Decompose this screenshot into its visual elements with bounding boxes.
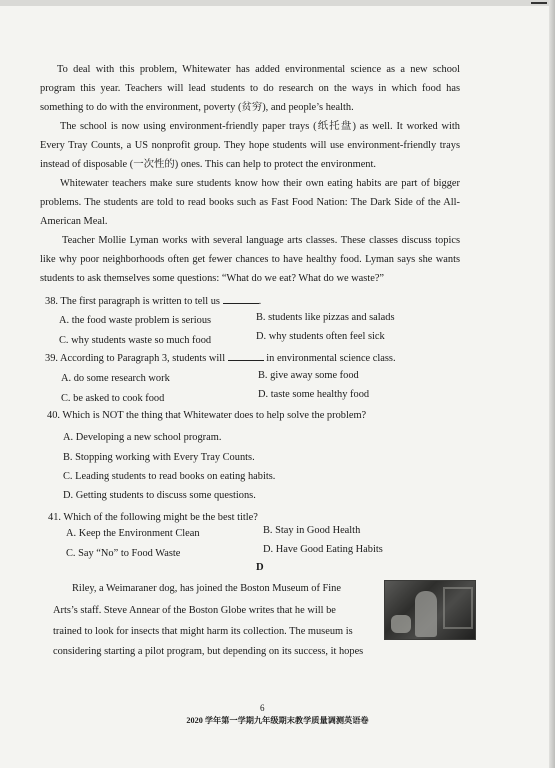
question-38-option-d: D. why students often feel sick xyxy=(256,331,385,342)
question-39-option-b: B. give away some food xyxy=(258,370,359,381)
question-39-stem-end: in environmental science class. xyxy=(266,353,396,364)
question-39-option-c: C. be asked to cook food xyxy=(61,393,165,404)
question-39-option-d: D. taste some healthy food xyxy=(258,389,370,400)
question-39-option-a: A. do some research work xyxy=(61,373,170,384)
section-d-line-1: Riley, a Weimaraner dog, has joined the Boston Museum of Fine xyxy=(72,583,341,594)
question-38-option-b: B. students like pizzas and salads xyxy=(256,312,395,323)
question-40-option-a: A. Developing a new school program. xyxy=(63,432,222,443)
question-41 xyxy=(48,508,258,527)
section-d-line-3: trained to look for insects that might harm its collection. The museum is xyxy=(53,626,353,637)
answer-blank xyxy=(228,351,264,361)
dog-figure xyxy=(391,615,411,633)
section-d-line-2: Arts’s staff. Steve Annear of the Boston Globe writes that he will be xyxy=(53,605,336,616)
question-40-option-d: D. Getting students to discuss some questions. xyxy=(63,490,256,501)
person-figure xyxy=(415,591,437,637)
painting-frame xyxy=(443,587,473,629)
passage-paragraph-1: To deal with this problem, Whitewater has added environmental science as a new school program this year. Teachers will lead students to do research on the ways in which food has something to do with the environment, poverty (贫穷), and people’s health. xyxy=(40,64,460,114)
page-number: 6 xyxy=(260,703,265,713)
question-38-stem-end: . xyxy=(258,296,262,307)
question-41-option-a: A. Keep the Environment Clean xyxy=(66,528,200,539)
question-41-option-d: D. Have Good Eating Habits xyxy=(263,544,383,555)
question-40-option-c: C. Leading students to read books on eating habits. xyxy=(63,471,276,482)
passage-paragraph-2: The school is now using environment-friendly paper trays (纸托盘) as well. It worked with Every Tray Counts, a US nonprofit group. They hope students will use environment-friendly trays instead of disposable (一次性的) ones. This can help to protect the environment. xyxy=(40,121,460,171)
dog-museum-photo xyxy=(384,580,476,640)
answer-blank xyxy=(223,294,259,304)
section-d-heading: D xyxy=(256,562,264,573)
passage-paragraph-4: Teacher Mollie Lyman works with several language arts classes. These classes discuss topics like why poor neighborhoods often get fewer chances to have healthy food. Lyman says she wants students to ask themselves some questions: “What do we eat? What do we waste?” xyxy=(40,235,460,285)
corner-mark xyxy=(531,2,547,4)
question-38-option-a: A. the food waste problem is serious xyxy=(59,315,212,326)
question-40-option-b: B. Stopping working with Every Tray Counts. xyxy=(63,452,255,463)
section-d-line-4: considering starting a pilot program, but depending on its success, it hopes xyxy=(53,646,364,657)
passage-paragraph-3: Whitewater teachers make sure students know how their own eating habits are part of bigger problems. The students are told to read books such as Fast Food Nation: The Dark Side of the All-American Meal. xyxy=(40,178,460,228)
question-40-stem: 40. Which is NOT the thing that Whitewater does to help solve the problem? xyxy=(47,410,367,421)
question-38 xyxy=(45,292,261,311)
exam-footer-title: 2020 学年第一学期九年级期末教学质量调测英语卷 xyxy=(186,716,369,725)
question-41-option-c: C. Say “No” to Food Waste xyxy=(66,548,181,559)
question-38-option-c: C. why students waste so much food xyxy=(59,335,212,346)
page-right-edge xyxy=(549,0,555,768)
question-39-stem: 39. According to Paragraph 3, students will xyxy=(45,353,226,364)
question-39 xyxy=(45,349,396,368)
question-38-stem: 38. The first paragraph is written to tell us xyxy=(45,296,220,307)
question-41-stem: 41. Which of the following might be the best title? xyxy=(48,512,258,523)
question-40 xyxy=(47,406,366,425)
page-top-edge xyxy=(0,0,555,6)
question-41-option-b: B. Stay in Good Health xyxy=(263,525,361,536)
